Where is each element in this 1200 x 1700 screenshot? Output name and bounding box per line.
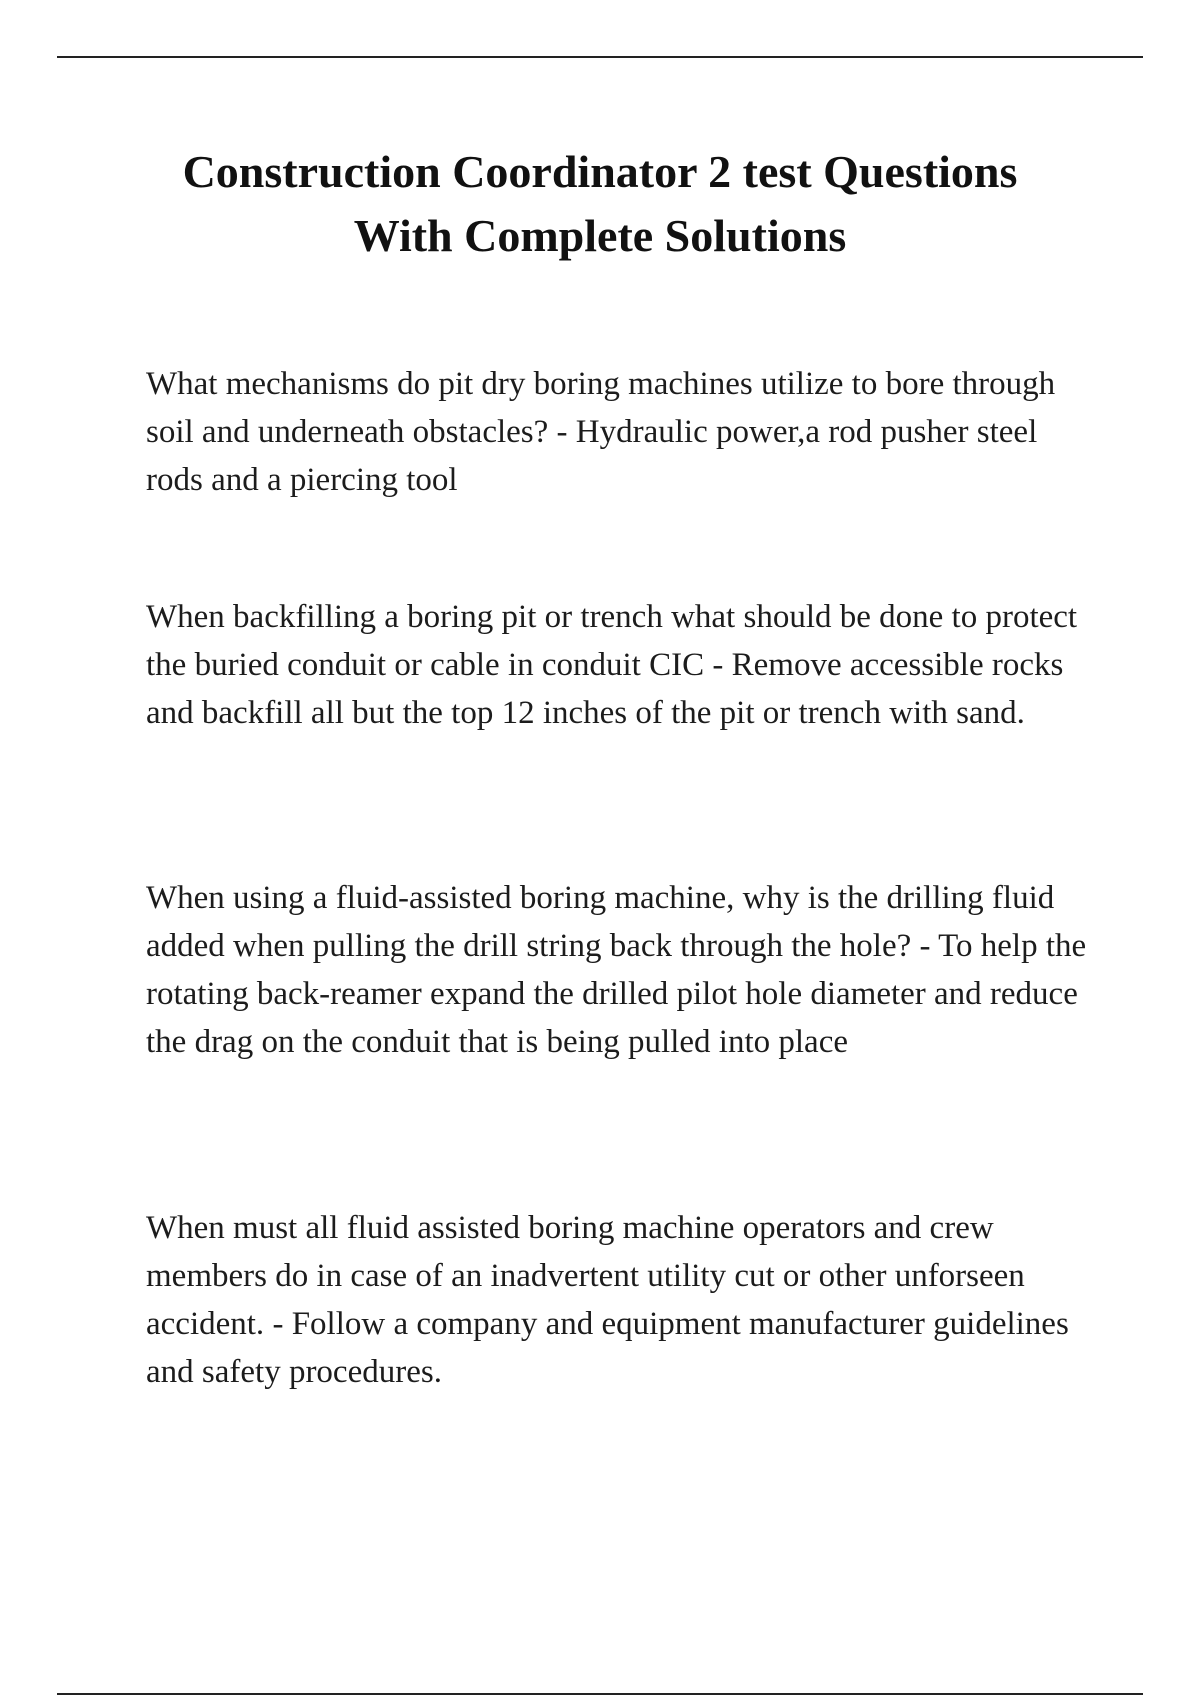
question-text: What mechanisms do pit dry boring machines utilize to bore through soil and underneath obstacles? [146, 366, 1056, 450]
question-text: When must all fluid assisted boring machine operators and crew members do in case of an inadvertent utility cut or other unforseen accident. [146, 1210, 1025, 1342]
qa-item [146, 1204, 1096, 1396]
answer-text: Remove accessible rocks and backfill all but the top 12 inches of the pit or trench with sand. [146, 647, 1064, 731]
qa-item [146, 360, 1096, 504]
question-text: When using a fluid-assisted boring machine, why is the drilling fluid added when pulling the drill string back through the hole? [146, 880, 1055, 964]
title-line-2: With Complete Solutions [353, 210, 847, 261]
top-divider [57, 56, 1143, 58]
answer-text: To help the rotating back-reamer expand the drilled pilot hole diameter and reduce the drag on the conduit that is being pulled into place [146, 928, 1087, 1060]
qa-item [146, 593, 1096, 737]
bottom-divider [57, 1693, 1143, 1695]
qa-separator: - [704, 647, 732, 683]
qa-item [146, 874, 1096, 1066]
qa-separator: - [911, 928, 939, 964]
title-line-1: Construction Coordinator 2 test Questions [182, 146, 1018, 197]
qa-separator: - [264, 1306, 292, 1342]
qa-separator: - [548, 414, 576, 450]
answer-text: Follow a company and equipment manufacturer guidelines and safety procedures. [146, 1306, 1069, 1390]
document-title [110, 140, 1090, 268]
answer-text: Hydraulic power,a rod pusher steel rods and a piercing tool [146, 414, 1038, 498]
question-text: When backfilling a boring pit or trench what should be done to protect the buried conduit or cable in conduit CIC [146, 599, 1078, 683]
